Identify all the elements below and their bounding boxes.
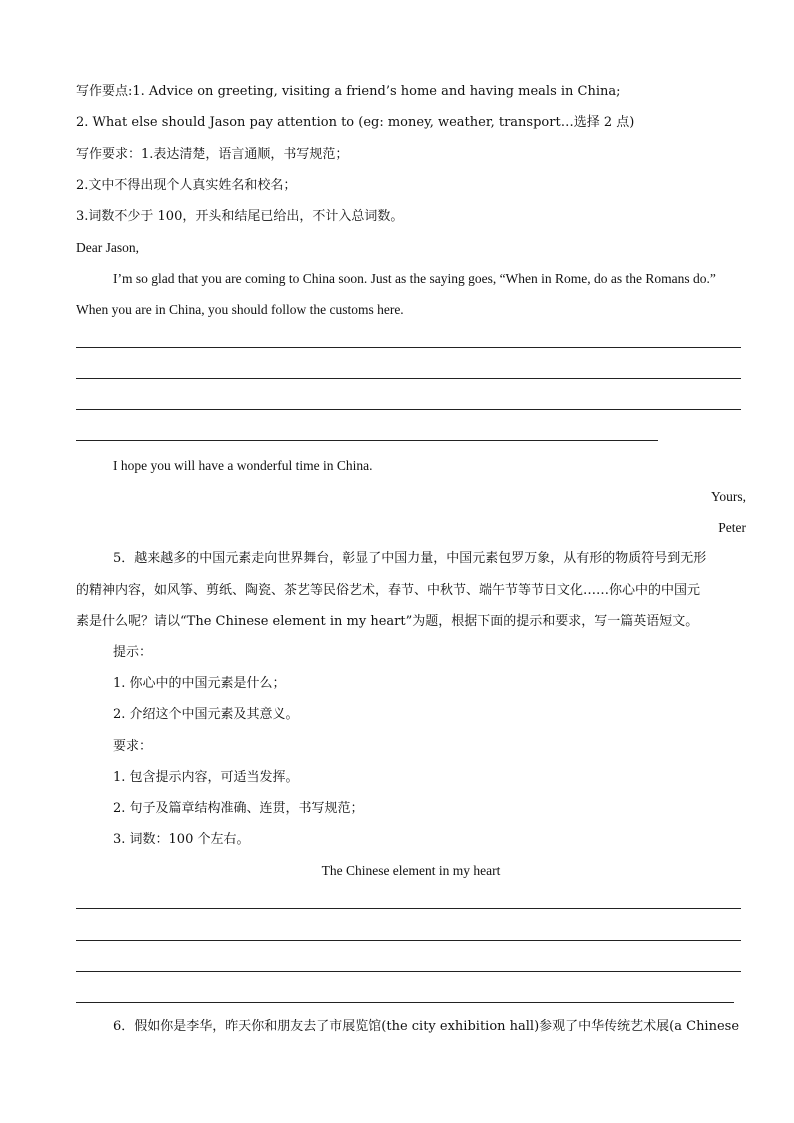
task5-requirement-2: 2. 句子及篇章结构准确、连贯，书写规范；	[113, 801, 364, 816]
task5-prompt-line3: 素是什么呢？请以“The Chinese element in my heart”为题，根据下面的提示和要求，写一篇英语短文。	[76, 614, 699, 629]
essay-title: The Chinese element in my heart	[321, 863, 501, 878]
task6-prompt-line1: 6．假如你是李华，昨天你和朋友去了市展览馆(the city exhibition hall)参观了中华传统艺术展(a Chinese	[113, 1019, 740, 1034]
letter-salutation: Dear Jason,	[76, 240, 139, 255]
task5-requirements-title: 要求：	[113, 739, 153, 754]
task4-requirement-2: 2.文中不得出现个人真实姓名和校名；	[76, 178, 297, 193]
task5-requirement-3: 3. 词数：100 个左右。	[113, 832, 250, 847]
task4-requirement-3: 3.词数不少于 100，开头和结尾已给出，不计入总词数。	[76, 209, 404, 224]
letter-signoff: Yours,	[710, 489, 746, 504]
task5-requirement-1: 1. 包含提示内容，可适当发挥。	[113, 770, 299, 785]
task5-hint-2: 2. 介绍这个中国元素及其意义。	[113, 707, 299, 722]
task5-prompt-line2: 的精神内容，如风筝、剪纸、陶瓷、茶艺等民俗艺术，春节、中秋节、端午节等节日文化……你心中的中国元	[76, 583, 701, 598]
answer-line[interactable]	[76, 347, 741, 348]
task5-prompt-line1: 5．越来越多的中国元素走向世界舞台，彰显了中国力量，中国元素包罗万象，从有形的物质符号到无形	[113, 551, 707, 566]
task4-point1: 写作要点:1. Advice on greeting, visiting a friend’s home and having meals in China;	[76, 84, 621, 99]
task4-point2: 2. What else should Jason pay attention to (eg: money, weather, transport…选择 2 点)	[76, 115, 635, 130]
answer-line[interactable]	[76, 378, 741, 379]
answer-line[interactable]	[76, 908, 741, 909]
letter-body-line1: I’m so glad that you are coming to China soon. Just as the saying goes, “When in Rome, do as the Romans do.”	[113, 271, 716, 286]
task5-hint-title: 提示：	[113, 645, 153, 660]
answer-line[interactable]	[76, 940, 741, 941]
answer-line[interactable]	[76, 1002, 734, 1003]
answer-line[interactable]	[76, 971, 741, 972]
answer-line[interactable]	[76, 440, 658, 441]
letter-signature: Peter	[718, 520, 746, 535]
answer-line[interactable]	[76, 409, 741, 410]
task5-hint-1: 1. 你心中的中国元素是什么；	[113, 676, 286, 691]
letter-body-line2: When you are in China, you should follow the customs here.	[76, 302, 404, 317]
task4-requirements-title: 写作要求：1.表达清楚，语言通顺，书写规范；	[76, 147, 349, 162]
letter-closing-line: I hope you will have a wonderful time in China.	[113, 458, 373, 473]
